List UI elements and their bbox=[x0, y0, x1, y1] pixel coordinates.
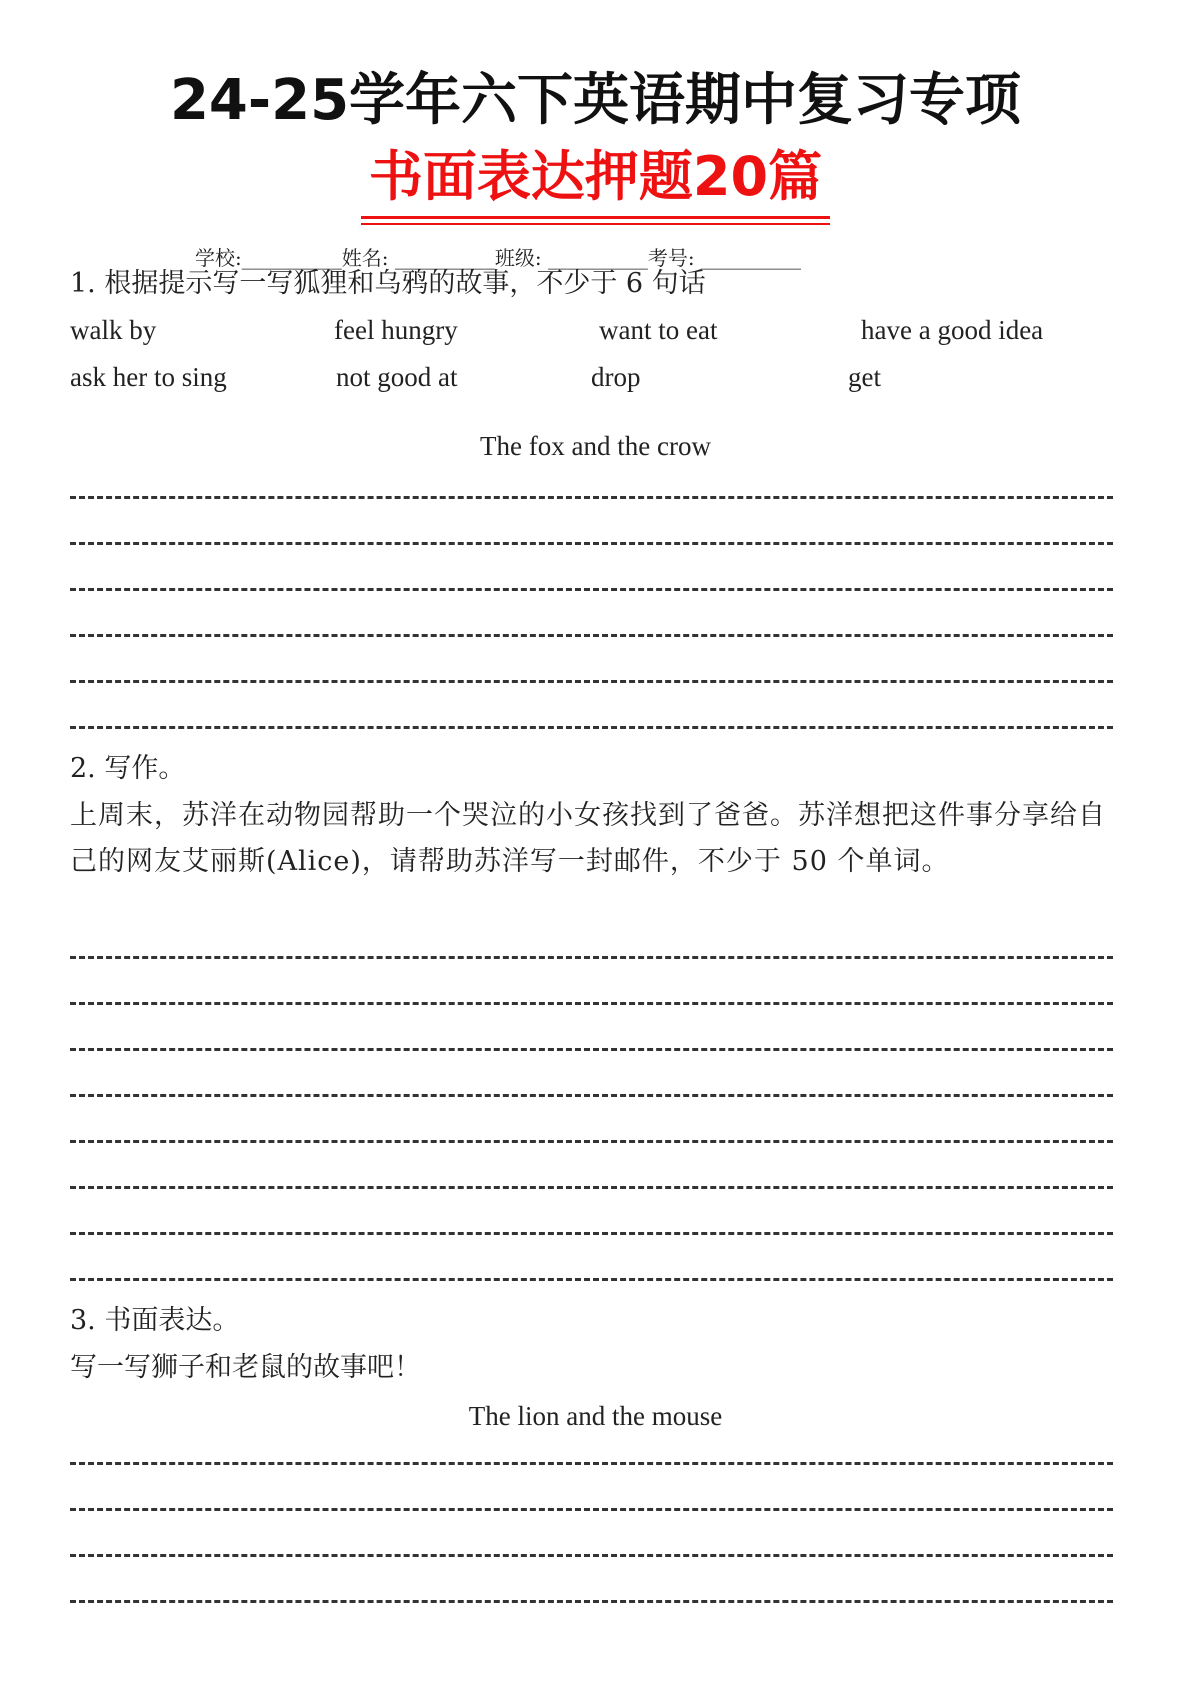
story-title-lion-mouse: The lion and the mouse bbox=[468, 1401, 723, 1431]
question-2-prompt: 上周末，苏洋在动物园帮助一个哭泣的小女孩找到了爸爸。苏洋想把这件事分享给自己的网友艾丽斯(Alice)，请帮助苏洋写一封邮件，不少于 50 个单词。 bbox=[70, 800, 1106, 877]
answer-line[interactable] bbox=[70, 956, 1113, 959]
page-title: 24-25学年六下英语期中复习专项 bbox=[169, 68, 1022, 133]
answer-line[interactable] bbox=[70, 1600, 1113, 1603]
question-3-heading: 3. 书面表达。 bbox=[70, 1305, 240, 1336]
question-3-prompt: 写一写狮子和老鼠的故事吧！ bbox=[70, 1352, 421, 1383]
hint-word: get bbox=[848, 362, 881, 392]
answer-line[interactable] bbox=[70, 1278, 1113, 1281]
hint-word: not good at bbox=[336, 362, 458, 392]
answer-line[interactable] bbox=[70, 542, 1113, 545]
answer-line[interactable] bbox=[70, 1094, 1113, 1097]
subtitle-container bbox=[0, 144, 1191, 219]
hint-word: want to eat bbox=[599, 315, 718, 345]
answer-line[interactable] bbox=[70, 680, 1113, 683]
question-1-heading: 1. 根据提示写一写狐狸和乌鸦的故事，不少于 6 句话 bbox=[70, 268, 706, 299]
hint-word: walk by bbox=[70, 315, 157, 345]
answer-line[interactable] bbox=[70, 1508, 1113, 1511]
answer-line[interactable] bbox=[70, 1232, 1113, 1235]
answer-line[interactable] bbox=[70, 588, 1113, 591]
hint-word: feel hungry bbox=[334, 315, 458, 345]
answer-line[interactable] bbox=[70, 726, 1113, 729]
student-info-line: 学校:__________姓名: __________班级: __________考号: __________ bbox=[195, 246, 802, 270]
hint-word: ask her to sing bbox=[70, 362, 227, 392]
answer-line[interactable] bbox=[70, 1462, 1113, 1465]
answer-line[interactable] bbox=[70, 1140, 1113, 1143]
hint-word: have a good idea bbox=[861, 315, 1044, 345]
question-2-heading: 2. 写作。 bbox=[70, 753, 186, 784]
hint-word: drop bbox=[591, 362, 641, 392]
answer-line[interactable] bbox=[70, 1186, 1113, 1189]
answer-line[interactable] bbox=[70, 496, 1113, 499]
page-subtitle: 书面表达押题20篇 bbox=[361, 144, 830, 219]
story-title-fox-crow: The fox and the crow bbox=[480, 431, 711, 461]
answer-line[interactable] bbox=[70, 1002, 1113, 1005]
answer-line[interactable] bbox=[70, 634, 1113, 637]
answer-line[interactable] bbox=[70, 1554, 1113, 1557]
answer-line[interactable] bbox=[70, 1048, 1113, 1051]
